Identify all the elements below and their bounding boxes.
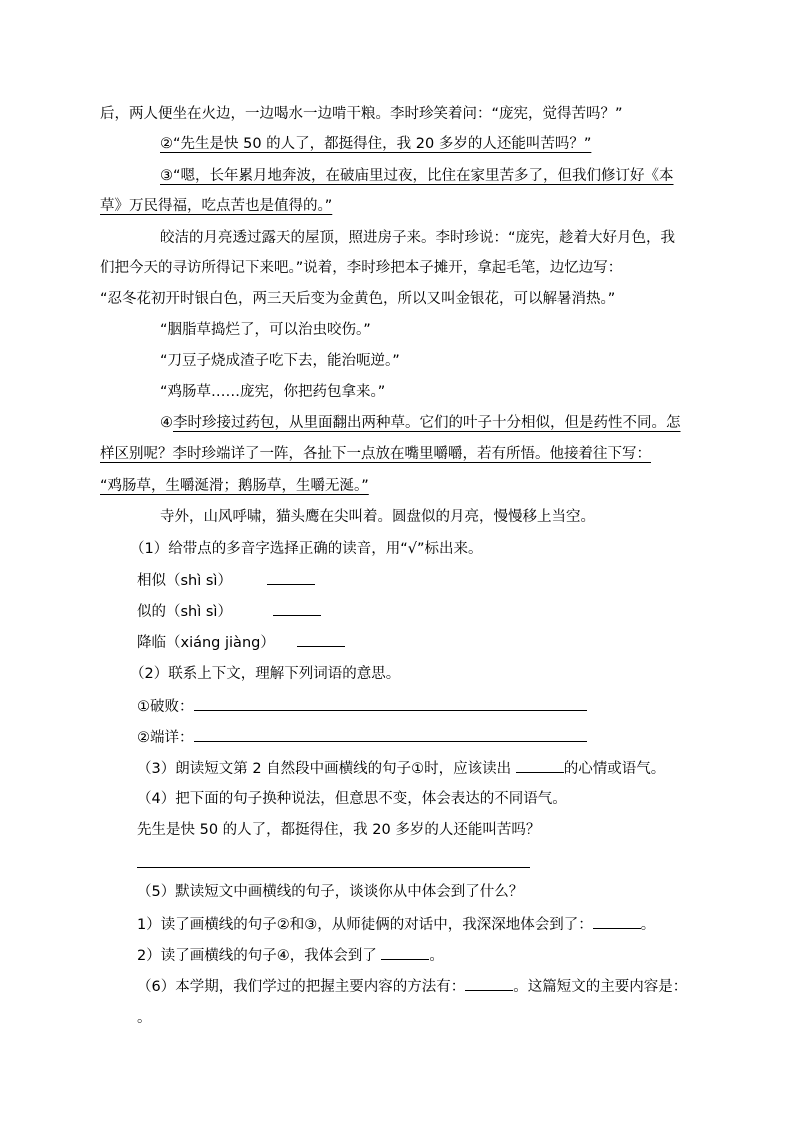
answer-blank[interactable] — [381, 945, 429, 960]
question-6 — [137, 976, 687, 997]
underlined-sentence-4-line2: 样区别呢？李时珍端详了一阵，各扯下一点放在嘴里嚼嚼，若有所悟。他接着往下写： — [100, 446, 651, 462]
underlined-sentence-4-line3: “鸡肠草，生嚼涎滑；鹅肠草，生嚼无涎。” — [100, 478, 369, 494]
question-2: （2）联系上下文，理解下列词语的意思。 — [130, 666, 401, 682]
question-5: （5）默读短文中画横线的句子，谈谈你从中体会到了什么？ — [137, 884, 524, 900]
passage-quote: “鸡肠草……庞宪，你把药包拿来。” — [160, 384, 386, 400]
answer-blank[interactable] — [516, 758, 564, 773]
q2-item-label: ②端详： — [137, 730, 194, 746]
answer-blank[interactable] — [267, 570, 315, 585]
q3-text: （3）朗读短文第 2 自然段中画横线的句子①时，应该读出 — [137, 761, 512, 777]
question-1: （1）给带点的多音字选择正确的读音，用“√”标出来。 — [130, 541, 483, 557]
q3-text: 的心情或语气。 — [563, 761, 666, 777]
passage-line: 后，两人便坐在火边，一边喝水一边啃干粮。李时珍笑着问：“庞宪，觉得苦吗？” — [100, 106, 623, 122]
passage-quote: “胭脂草捣烂了，可以治虫咬伤。” — [160, 322, 371, 338]
answer-line[interactable] — [194, 696, 587, 711]
passage-line: 皎洁的月亮透过露天的屋顶，照进房子来。李时珍说：“庞宪，趁着大好月色，我 — [160, 230, 676, 246]
q5-item-1 — [137, 914, 655, 935]
answer-blank[interactable] — [273, 601, 321, 616]
q6-text: （6）本学期，我们学过的把握主要内容的方法有： — [137, 979, 466, 995]
q1-item-label: 似的（shì sì） — [137, 604, 232, 620]
answer-blank[interactable] — [297, 632, 345, 647]
underlined-sentence-2: ②“先生是快 50 的人了，都挺得住，我 20 多岁的人还能叫苦吗？” — [160, 136, 592, 152]
q4-answer-line[interactable] — [137, 867, 530, 868]
underlined-sentence-3-line2: 草》万民得福，吃点苦也是值得的。” — [100, 198, 333, 214]
passage-quote: “刀豆子烧成渣子吃下去，能治呃逆。” — [160, 353, 400, 369]
q1-item — [137, 632, 345, 653]
q1-item-label: 降临（xiáng jiàng） — [137, 635, 275, 651]
q4-sentence: 先生是快 50 的人了，都挺得住，我 20 多岁的人还能叫苦吗？ — [137, 822, 541, 838]
q2-item — [137, 727, 587, 748]
period: 。 — [640, 917, 656, 933]
period: 。 — [429, 948, 444, 964]
passage-line: 们把今天的寻访所得记下来吧。”说着，李时珍把本子摊开，拿起毛笔，边忆边写： — [100, 260, 623, 276]
passage-line: 寺外，山风呼啸，猫头鹰在尖叫着。圆盘似的月亮，慢慢移上当空。 — [160, 509, 595, 525]
q5-item-2 — [137, 945, 444, 966]
question-3 — [137, 758, 665, 779]
q5-text: 2）读了画横线的句子④，我体会到了 — [137, 948, 377, 964]
sentence-4-text: 李时珍接过药包，从里面翻出两种草。它们的叶子十分相似，但是药性不同。怎 — [173, 415, 681, 431]
underlined-sentence-3-line1: ③“嗯，长年累月地奔波，在破庙里过夜，比住在家里苦多了，但我们修订好《本 — [160, 168, 674, 184]
underlined-sentence-4-line1 — [160, 413, 681, 433]
q2-item — [137, 696, 587, 717]
answer-blank[interactable] — [593, 914, 641, 929]
q1-item-label: 相似（shì sì） — [137, 573, 232, 589]
answer-blank[interactable] — [465, 976, 513, 991]
q1-item — [137, 601, 321, 622]
q2-item-label: ①破败： — [137, 699, 194, 715]
answer-line[interactable] — [194, 727, 587, 742]
q5-text: 1）读了画横线的句子②和③，从师徒俩的对话中，我深深地体会到了： — [137, 917, 593, 933]
q6-end-period: 。 — [137, 1010, 152, 1026]
q6-text: 。这篇短文的主要内容是： — [513, 979, 688, 995]
sentence-4-marker: ④ — [160, 415, 173, 431]
passage-line: “忍冬花初开时银白色，两三天后变为金黄色，所以又叫金银花，可以解暑消热。” — [100, 291, 616, 307]
question-4: （4）把下面的句子换种说法，但意思不变，体会表达的不同语气。 — [137, 791, 567, 807]
q1-item — [137, 570, 315, 591]
